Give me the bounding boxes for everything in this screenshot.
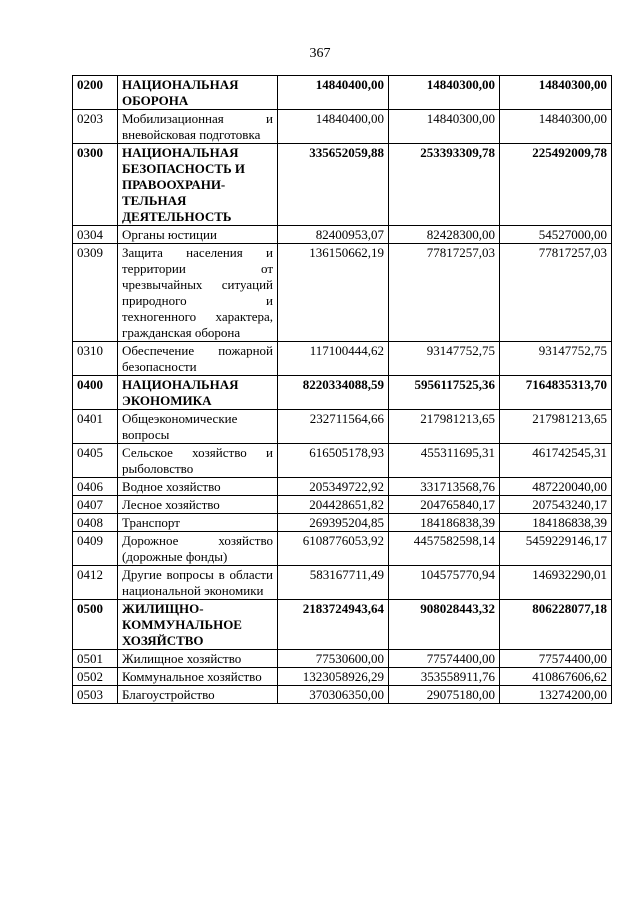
row-value-3: 14840300,00 [500, 110, 612, 144]
row-code: 0503 [73, 686, 118, 704]
row-value-2: 29075180,00 [389, 686, 500, 704]
table-row [73, 110, 612, 144]
row-value-2: 5956117525,36 [389, 376, 500, 410]
row-value-3: 207543240,17 [500, 496, 612, 514]
table-row [73, 244, 612, 342]
row-name: Лесное хозяйство [118, 496, 278, 514]
row-code: 0405 [73, 444, 118, 478]
row-value-3: 77574400,00 [500, 650, 612, 668]
table-row [73, 444, 612, 478]
table-row [73, 226, 612, 244]
row-name: Водное хозяйство [118, 478, 278, 496]
row-value-1: 232711564,66 [278, 410, 389, 444]
row-value-3: 7164835313,70 [500, 376, 612, 410]
table-row [73, 342, 612, 376]
table-row [73, 410, 612, 444]
row-value-3: 184186838,39 [500, 514, 612, 532]
row-value-3: 146932290,01 [500, 566, 612, 600]
row-code: 0309 [73, 244, 118, 342]
row-value-2: 331713568,76 [389, 478, 500, 496]
row-value-1: 117100444,62 [278, 342, 389, 376]
row-name: Коммунальное хозяйство [118, 668, 278, 686]
section-row [73, 144, 612, 226]
budget-table-body [73, 76, 612, 704]
row-name: Другие вопросы в области национальной экономики [118, 566, 278, 600]
section-row [73, 600, 612, 650]
row-value-3: 93147752,75 [500, 342, 612, 376]
row-value-1: 14840400,00 [278, 110, 389, 144]
row-name: Дорожное хозяйство (дорожные фонды) [118, 532, 278, 566]
row-value-2: 204765840,17 [389, 496, 500, 514]
row-value-2: 93147752,75 [389, 342, 500, 376]
table-row [73, 514, 612, 532]
table-row [73, 496, 612, 514]
row-value-2: 4457582598,14 [389, 532, 500, 566]
section-row [73, 76, 612, 110]
row-value-3: 13274200,00 [500, 686, 612, 704]
row-code: 0412 [73, 566, 118, 600]
row-value-1: 204428651,82 [278, 496, 389, 514]
row-value-2: 77817257,03 [389, 244, 500, 342]
row-code: 0407 [73, 496, 118, 514]
row-value-1: 8220334088,59 [278, 376, 389, 410]
row-value-2: 77574400,00 [389, 650, 500, 668]
row-value-1: 616505178,93 [278, 444, 389, 478]
row-value-3: 410867606,62 [500, 668, 612, 686]
row-name: Мобилизационная и вневойсковая подготовка [118, 110, 278, 144]
row-value-3: 806228077,18 [500, 600, 612, 650]
budget-table [72, 75, 612, 704]
row-code: 0304 [73, 226, 118, 244]
row-value-3: 225492009,78 [500, 144, 612, 226]
row-code: 0502 [73, 668, 118, 686]
row-name: НАЦИОНАЛЬНАЯ БЕЗОПАСНОСТЬ И ПРАВООХРАНИ-ТЕЛЬНАЯ ДЕЯТЕЛЬНОСТЬ [118, 144, 278, 226]
row-name: Органы юстиции [118, 226, 278, 244]
row-value-1: 583167711,49 [278, 566, 389, 600]
section-row [73, 376, 612, 410]
row-value-3: 5459229146,17 [500, 532, 612, 566]
row-value-2: 184186838,39 [389, 514, 500, 532]
row-value-3: 461742545,31 [500, 444, 612, 478]
row-code: 0501 [73, 650, 118, 668]
row-value-1: 14840400,00 [278, 76, 389, 110]
row-code: 0200 [73, 76, 118, 110]
row-code: 0400 [73, 376, 118, 410]
table-row [73, 668, 612, 686]
row-value-3: 217981213,65 [500, 410, 612, 444]
row-code: 0300 [73, 144, 118, 226]
row-name: Сельское хозяйство и рыболовство [118, 444, 278, 478]
row-code: 0310 [73, 342, 118, 376]
row-value-2: 14840300,00 [389, 76, 500, 110]
row-name: Общеэкономические вопросы [118, 410, 278, 444]
row-value-2: 253393309,78 [389, 144, 500, 226]
row-value-1: 6108776053,92 [278, 532, 389, 566]
page-number: 367 [309, 46, 331, 61]
row-code: 0500 [73, 600, 118, 650]
row-code: 0401 [73, 410, 118, 444]
row-value-2: 104575770,94 [389, 566, 500, 600]
row-value-1: 335652059,88 [278, 144, 389, 226]
row-value-3: 77817257,03 [500, 244, 612, 342]
table-row [73, 566, 612, 600]
row-value-3: 54527000,00 [500, 226, 612, 244]
table-row [73, 478, 612, 496]
row-code: 0408 [73, 514, 118, 532]
row-name: Благоустройство [118, 686, 278, 704]
row-name: Транспорт [118, 514, 278, 532]
row-name: Обеспечение пожарной безопасности [118, 342, 278, 376]
row-value-1: 269395204,85 [278, 514, 389, 532]
row-value-1: 82400953,07 [278, 226, 389, 244]
row-value-2: 455311695,31 [389, 444, 500, 478]
row-value-2: 217981213,65 [389, 410, 500, 444]
row-value-1: 2183724943,64 [278, 600, 389, 650]
table-row [73, 650, 612, 668]
row-value-1: 136150662,19 [278, 244, 389, 342]
row-value-3: 487220040,00 [500, 478, 612, 496]
row-name: ЖИЛИЩНО-КОММУНАЛЬНОЕ ХОЗЯЙСТВО [118, 600, 278, 650]
row-code: 0203 [73, 110, 118, 144]
row-value-2: 82428300,00 [389, 226, 500, 244]
row-name: Защита населения и территории от чрезвычайных ситуаций природного и техногенного характера, гражданская оборона [118, 244, 278, 342]
row-name: НАЦИОНАЛЬНАЯ ОБОРОНА [118, 76, 278, 110]
row-name: Жилищное хозяйство [118, 650, 278, 668]
table-row [73, 686, 612, 704]
row-name: НАЦИОНАЛЬНАЯ ЭКОНОМИКА [118, 376, 278, 410]
row-value-1: 205349722,92 [278, 478, 389, 496]
row-code: 0406 [73, 478, 118, 496]
row-value-1: 1323058926,29 [278, 668, 389, 686]
row-value-3: 14840300,00 [500, 76, 612, 110]
row-value-1: 77530600,00 [278, 650, 389, 668]
row-value-2: 14840300,00 [389, 110, 500, 144]
row-value-1: 370306350,00 [278, 686, 389, 704]
row-value-2: 908028443,32 [389, 600, 500, 650]
row-code: 0409 [73, 532, 118, 566]
table-row [73, 532, 612, 566]
row-value-2: 353558911,76 [389, 668, 500, 686]
